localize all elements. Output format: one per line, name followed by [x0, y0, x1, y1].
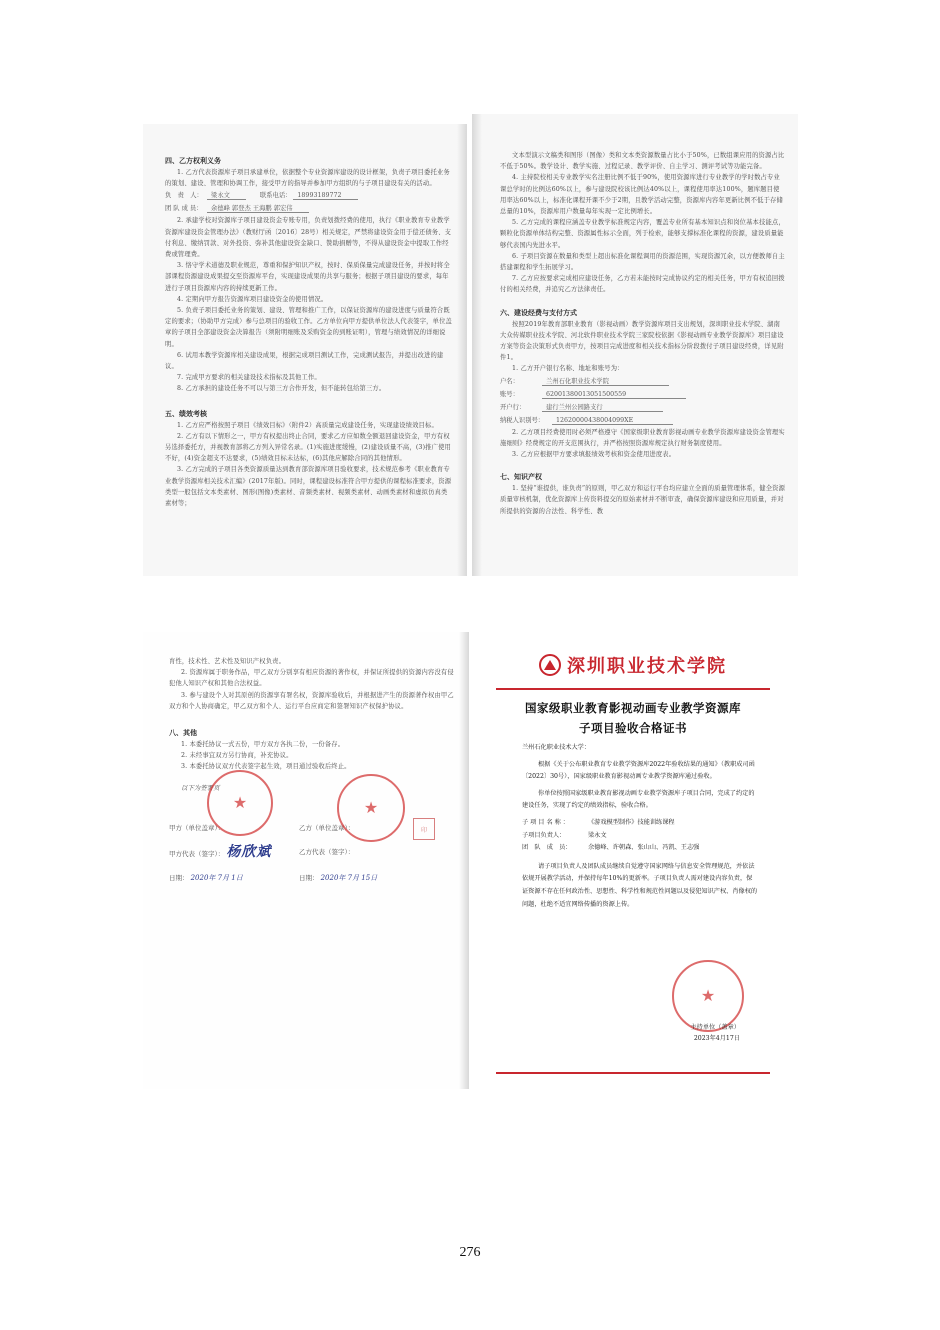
field-value: 18993189772 [293, 192, 357, 200]
paragraph: 3. 乙方应根据甲方要求填报绩效考核和资金使用进度表。 [512, 451, 676, 459]
paragraph: 育性，技术性、艺术性及知识产权负责。 [169, 658, 286, 665]
field-value: 12620000438004099XE [552, 417, 673, 425]
acceptance-certificate [496, 634, 770, 1080]
host-unit: 主持单位（盖章） [690, 1024, 740, 1031]
date-row [169, 866, 459, 890]
contract-page-3 [143, 632, 469, 1089]
certificate-title: 国家级职业教育影视动画专业教学资源库 [525, 701, 741, 715]
date-label: 日期： [169, 873, 189, 882]
section-title: 六、建设经费与支付方式 [500, 307, 577, 317]
paragraph: 2. 乙方有以下情形之一，甲方有权提出终止合同，要求乙方应如数全额退回建设资金，甲方有权另选择委托方，并视教育部将乙方列入异常名录。(1)实施进度缓慢，(2)建设质量不高，(3)推广使用不好，(4)资金超支不达要求，(5)绩效目标未达标，(6)其他应解除合同的其他情形。 [165, 432, 451, 463]
field-label: 子 项 目 名 称 ： [522, 818, 569, 826]
field-label: 户名： [500, 377, 519, 385]
paragraph: 6. 子项目资源在数量和类型上超出标准化课程调用的资源范围，实现资源冗余，以方便教师自主搭建课程和学生拓展学习。 [500, 252, 785, 272]
field-value: 梁永文 [207, 192, 246, 200]
paragraph: 1. 坚持“谁提供，谁负责”的原则，甲乙双方和运行平台均应建立全面的质量管理体系，健全资源质量审核机制，优化资源库上传资料提交的原始素材并不断审查，确保资源库建设和应用质量，并对所提供的资源的合法性、科学性、教 [500, 485, 786, 515]
paragraph: 4. 主持院校相关专业教学实名注册比例不低于90%，使用资源库进行专业教学的学时数占专业课总学时的比例达60%以上，参与建设院校该比例达40%以上，课程使用率达100%，题库题目使用率达60%以上，标准化课程开课不少于2期，且教学活动完整，资源库内容年更新比例不低于存储总量的10%，资源库用户数量每年实现一定比例增长。 [500, 174, 783, 216]
certificate-seal: ★ [672, 960, 744, 1032]
field-value: 余德峰 郭登杰 王海鹏 郭宏伟 [207, 205, 309, 213]
contract-page-2 [472, 114, 798, 576]
certificate-header [496, 642, 770, 688]
paragraph: 1. 本委托协议一式五份，甲方双方各执二份，一份备存。 [181, 741, 345, 749]
paragraph: 按照2019年教育部职业教育（影视动画）教学资源库项目支出规划，深圳职业技术学院、湖南大众传媒职业技术学院、河北软件职业技术学院三家院校依据《影视动画专业教学资源库》项目建设方案等资金决策形式负责甲方，按项目完成进度和相关技术指标分阶段拨付子项目建设经费，详见附件1。 [500, 320, 784, 362]
section-title: 七、知识产权 [500, 472, 542, 482]
date-label: 日期： [299, 873, 319, 882]
party-b-seal: ★ [337, 774, 405, 842]
paragraph: 3. 恪守学术道德及职业规范，尊重和保护知识产权，按时、保质保量完成建设任务，并按时将全部课程资源建设成果提交至资源库平台，实现建设成果的共享与服务；根据子项目建设的要求，每年进行子项目资源库内容的持续更新工作。 [165, 262, 450, 292]
paragraph: 请子项目负责人及团队成员继续自觉遵守国家网络与信息安全管理规范，并依法依规开展教学活动，并保持每年10%的更新率。子项目负责人需对建设内容负责，保证资源不存在任何政治性、思想性、科学性和规范性问题以及侵犯知识产权、肖像权的问题，杜绝不适宜网络传播的资源上传。 [522, 862, 758, 908]
page-shadow [472, 114, 482, 576]
page-2-content [500, 150, 786, 517]
page-1-content [165, 150, 453, 509]
field-label: 团 队 成 员： [522, 844, 572, 852]
responsible-row [165, 189, 453, 202]
team-row [165, 202, 453, 215]
footer-rule [496, 1072, 770, 1074]
school-logo-icon [539, 654, 561, 676]
paragraph: 根据《关于公布职业教育专业教学资源库2022年验收结果的通知》（教职成司函〔2022〕30号），国家级职业教育影视动画专业教学资源库通过验收。 [522, 760, 755, 781]
certificate-subtitle: 子项目验收合格证书 [579, 721, 687, 735]
paragraph: 7. 乙方应按要求完成相应建设任务，乙方若未能按时完成协议约定的相关任务，甲方有权追回拨付的相关经费，并追究乙方法律责任。 [500, 275, 785, 294]
paragraph: 7. 完成甲方要求的相关建设技术指标及其他工作。 [177, 374, 321, 382]
account-name-row [500, 375, 786, 388]
paragraph: 5. 乙方完成的课程应涵盖专业教学标准规定内容，覆盖专业所有基本知识点和岗位基本技能点，颗粒化资源单体结构完整、资源属性标示全面，列于检索，能够支撑标准化课程的资源，建设质量能够代表国内先进水平。 [500, 219, 785, 249]
subproject-name-row [522, 817, 758, 830]
section-title: 八、其他 [169, 728, 197, 738]
paragraph: 1. 乙方开户银行名称、地址和账号为： [512, 365, 624, 373]
paragraph: 3. 本委托协议双方代表签字起生效，项目通过验收后终止。 [181, 763, 351, 771]
page-shadow [459, 632, 469, 1089]
team-members-row [522, 842, 758, 855]
paragraph: 3. 乙方完成的子项目各类资源质量达到教育部资源库项目验收要求，技术规范参考《职业教育专业教学资源库相关技术汇编》(2017年版)。同时，课程建设标准符合甲方提供的课程标准要求，资源类型一般包括文本类素材、图形(图像)类素材、音频类素材、视频类素材、动画类素材和虚拟仿真类素材等； [165, 466, 452, 508]
field-value: 兰州石化职业技术学院 [542, 378, 669, 386]
certificate-date: 2023年4月17日 [693, 1035, 740, 1042]
party-b-unit: 乙方（单位盖章）： [299, 823, 355, 832]
field-label: 负 责 人： [165, 192, 203, 200]
account-number-row [500, 388, 786, 401]
party-a-handwritten-signature: 杨欣斌 [226, 843, 272, 860]
representative-row [169, 840, 459, 866]
signature-stamp: 印 [413, 818, 435, 840]
party-b-rep: 乙方代表（签字）： [299, 847, 355, 856]
field-value: 《游戏模型制作》技能训练课程 [588, 818, 675, 826]
school-name: 深圳职业技术学院 [567, 656, 727, 677]
subproject-lead-row [522, 830, 758, 843]
paragraph: 2. 乙方项目经费使用时必须严格遵守《国家级职业教育影视动画专业教学资源库建设资金管理实施细则》经费规定的开支范围执行，并严格按照资源库规定执行财务制度使用。 [500, 428, 785, 447]
header-rule [496, 688, 770, 690]
field-value: 62001380013051500559 [542, 391, 686, 399]
certificate-body [522, 742, 758, 911]
paragraph: 3. 参与建设个人对其原创的资源享有署名权，资源库验收后，并根据进产生的资源著作权由甲乙双方和个人协商确定，甲乙双方和个人、运行平台应商定和签署知识产权保护协议。 [169, 691, 454, 710]
field-value: 梁永文 [588, 831, 607, 839]
paragraph: 5. 负责子项目委托业务的策划、建设、管理和推广工作，以保证资源库的建设进度与质量符合既定的要求；（协助甲方完成）参与总项目的验收工作。乙方单位向甲方提供单位法人代表签字，单位盖章的子项目全部建设资金决算报告（须附明细账及采购资金的到账证明），管理与绩效情况的详细说明。 [165, 307, 452, 348]
paragraph: 8. 乙方承担的建设任务不可以与第三方合作开发，但不能转包给第三方。 [177, 385, 386, 393]
sign-lead: 以下为签署页 [181, 784, 220, 792]
paragraph: 2. 资源库属于职务作品，甲乙双方分别享有相应资源的著作权，并保证所提供的资源内容没有侵犯他人知识产权和其他合法权益。 [169, 669, 454, 688]
party-a-seal: ★ [207, 770, 273, 836]
paragraph: 6. 试用本教学资源库相关建设成果，根据完成项目测试工作，完成测试报告，并提出改进的建议。 [165, 351, 444, 371]
party-b-date [299, 866, 429, 890]
section-title: 五、绩效考核 [165, 408, 207, 418]
field-label: 开户行： [500, 403, 526, 411]
page-number: 276 [459, 1245, 481, 1260]
certificate-signature-block [691, 1022, 741, 1044]
party-a-unit: 甲方（单位盖章）： [169, 823, 225, 832]
field-label: 账号： [500, 390, 519, 398]
field-value: 余德峰、许朝森、张山山、冯凯、王志强 [588, 844, 700, 852]
contract-page-1 [143, 124, 467, 576]
paragraph: 文本型演示文稿类和图形（图像）类和文本类资源数量占比小于50%，已数组课应用的资源占比不低于50%。教学设计、教学实施、过程记录、教学评价、自主学习、测评考试等功能完备。 [500, 152, 785, 171]
party-a-rep [169, 840, 299, 866]
paragraph: 1. 乙方代表资源库子项目承建单位，依据整个专业资源库建设的设计框架，负责子项目委托业务的策划、建设、管理和协调工作，接受甲方的指导并参加甲方组织的与子项目建设有关的活动。 [165, 169, 450, 188]
section-title: 四、乙方权利义务 [165, 156, 221, 165]
paragraph: 4. 定期向甲方报告资源库项目建设资金的使用情况。 [177, 295, 328, 303]
field-label: 子项目负责人： [522, 831, 566, 839]
paragraph: 你单位按照国家级职业教育影视动画专业教学资源库子项目合同，完成了约定的建设任务，实现了约定的绩效指标，验收合格。 [522, 789, 755, 810]
handwritten-date: 2020年 7月 1日 [190, 873, 243, 882]
paragraph: 1. 乙方应严格按照子项目《绩效目标》（附件2）高质量完成建设任务，实现建设绩效目标。 [177, 421, 438, 429]
field-label: 团 队 成 员： [165, 205, 203, 213]
party-a-date [169, 866, 299, 890]
field-label: 联系电话： [259, 192, 292, 200]
paragraph: 2. 承建学校对资源库子项目建设资金专账专用，负责划拨经费的使用，执行《职业教育专业教学资源库建设资金管理办法》（教财厅函〔2016〕28号）相关规定，严禁将建设资金用于偿还债务、支付利息、缴纳罚款、对外投资、弥补其他建设资金缺口、赞助捐赠等，不得从建设资金中提取工作经费或管理费。 [165, 217, 452, 259]
field-value: 建行兰州公园路支行 [542, 404, 663, 412]
page-3-content [169, 656, 459, 890]
addressee: 兰州石化职业技术大学： [522, 744, 591, 751]
party-a-rep-label: 甲方代表（签字）： [169, 849, 225, 858]
bank-row [500, 401, 786, 414]
paragraph: 2. 未经事宜双方另行协商，补充协议。 [181, 752, 293, 760]
page-shadow [457, 124, 467, 576]
handwritten-date: 2020年 7月 15日 [320, 873, 378, 882]
tax-id-row [500, 414, 786, 427]
field-label: 纳税人识别号： [500, 416, 545, 424]
